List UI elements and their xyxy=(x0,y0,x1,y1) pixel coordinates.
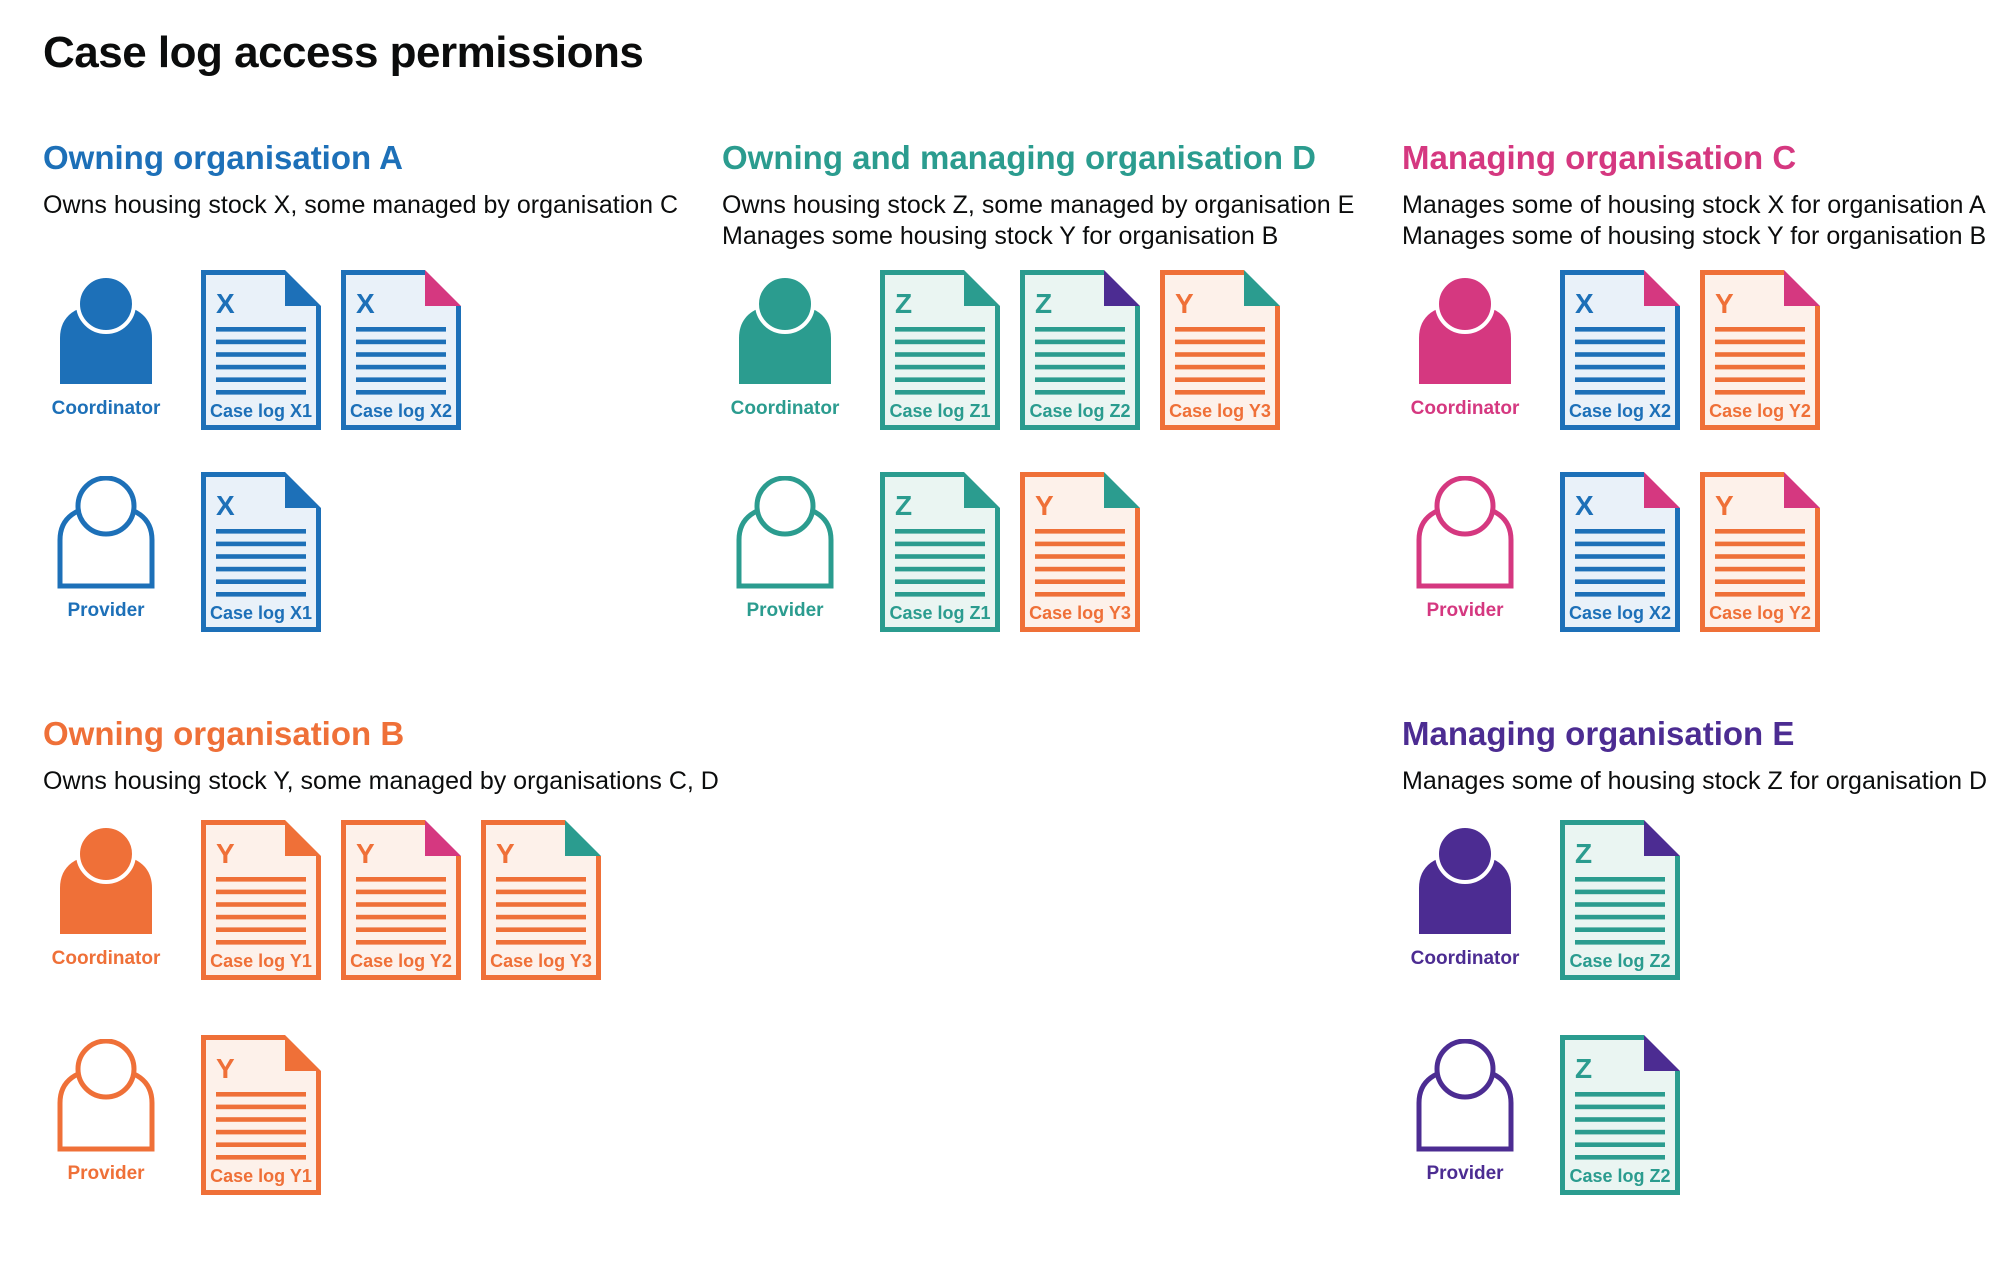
doc-list xyxy=(1560,270,1820,430)
case-log-document xyxy=(1160,270,1280,430)
document-text-line xyxy=(216,567,306,572)
document-fold-icon xyxy=(565,820,601,856)
coordinator-row xyxy=(43,270,461,430)
document-text-line xyxy=(216,377,306,382)
document-stock-letter: Z xyxy=(1575,838,1593,869)
document-stock-letter: X xyxy=(1575,490,1594,521)
provider-person-icon xyxy=(735,476,835,590)
document-text-line xyxy=(1035,567,1125,572)
coordinator-person-icon xyxy=(735,274,835,388)
document-text-line xyxy=(1035,390,1125,395)
document-text-line xyxy=(1575,390,1665,395)
document-fold-icon xyxy=(1644,820,1680,856)
document-label: Case log X1 xyxy=(209,603,313,623)
document-text-line xyxy=(1575,327,1665,332)
document-text-line xyxy=(356,915,446,920)
page-title: Case log access permissions xyxy=(43,28,644,77)
doc-list xyxy=(880,472,1140,632)
document-text-line xyxy=(1035,352,1125,357)
person-block xyxy=(722,472,848,622)
coordinator-person-icon xyxy=(56,274,156,388)
document-text-line xyxy=(1575,915,1665,920)
document-text-line xyxy=(1175,352,1265,357)
document-label: Case log Z1 xyxy=(889,603,991,623)
document-text-line xyxy=(216,877,306,882)
document-text-line xyxy=(895,352,985,357)
person-block xyxy=(1402,820,1528,970)
person-head xyxy=(78,276,134,332)
role-label: Provider xyxy=(1426,1163,1504,1184)
document-label: Case log Y3 xyxy=(1029,603,1131,623)
org-description-line: Owns housing stock Y, some managed by organisations C, D xyxy=(43,767,719,795)
case-log-document xyxy=(481,820,601,980)
document-text-line xyxy=(356,902,446,907)
document-text-line xyxy=(216,902,306,907)
document-text-line xyxy=(216,340,306,345)
document-label: Case log Y1 xyxy=(210,1166,312,1186)
role-label: Provider xyxy=(746,600,824,621)
document-text-line xyxy=(356,877,446,882)
document-text-line xyxy=(1175,327,1265,332)
provider-row xyxy=(43,472,321,632)
person-block xyxy=(722,270,848,420)
document-text-line xyxy=(356,340,446,345)
case-log-document xyxy=(201,270,321,430)
document-text-line xyxy=(1175,340,1265,345)
document-label: Case log Z1 xyxy=(889,401,991,421)
document-text-line xyxy=(1035,340,1125,345)
document-text-line xyxy=(356,940,446,945)
document-fold-icon xyxy=(285,1035,321,1071)
document-label: Case log Y2 xyxy=(1709,401,1811,421)
doc-list xyxy=(201,1035,321,1195)
document-label: Case log X2 xyxy=(349,401,453,421)
case-log-document xyxy=(1700,472,1820,632)
case-log-document xyxy=(1700,270,1820,430)
document-text-line xyxy=(216,592,306,597)
document-text-line xyxy=(356,327,446,332)
document-label: Case log X2 xyxy=(1568,401,1672,421)
role-label: Provider xyxy=(1426,600,1504,621)
org-description-line: Manages some of housing stock Y for organisation B xyxy=(1402,222,1987,250)
coordinator-person-icon xyxy=(1415,274,1515,388)
document-text-line xyxy=(1575,579,1665,584)
person-head xyxy=(757,478,813,534)
coordinator-row xyxy=(43,820,601,980)
document-text-line xyxy=(1575,1130,1665,1135)
provider-row xyxy=(1402,472,1820,632)
document-label: Case log Y3 xyxy=(1169,401,1271,421)
document-text-line xyxy=(1575,529,1665,534)
document-text-line xyxy=(895,579,985,584)
document-text-line xyxy=(1035,542,1125,547)
document-stock-letter: X xyxy=(216,288,235,319)
org-description xyxy=(722,190,1354,252)
document-text-line xyxy=(496,927,586,932)
org-description-line: Manages some of housing stock Z for organisation D xyxy=(1402,767,1988,795)
document-stock-letter: X xyxy=(356,288,375,319)
document-fold-icon xyxy=(1644,1035,1680,1071)
case-log-document xyxy=(341,270,461,430)
case-log-document xyxy=(341,820,461,980)
document-text-line xyxy=(1575,1105,1665,1110)
document-fold-icon xyxy=(1784,472,1820,508)
doc-list xyxy=(880,270,1280,430)
document-text-line xyxy=(356,377,446,382)
person-block xyxy=(43,472,169,622)
document-text-line xyxy=(895,554,985,559)
person-head xyxy=(1437,826,1493,882)
person-block xyxy=(43,820,169,970)
doc-list xyxy=(201,820,601,980)
person-head xyxy=(757,276,813,332)
document-stock-letter: Y xyxy=(1715,288,1734,319)
document-fold-icon xyxy=(425,270,461,306)
role-label: Coordinator xyxy=(1410,948,1520,969)
document-text-line xyxy=(496,915,586,920)
coordinator-person-icon xyxy=(1415,824,1515,938)
case-log-document xyxy=(1020,270,1140,430)
document-fold-icon xyxy=(1104,270,1140,306)
document-text-line xyxy=(1035,592,1125,597)
document-stock-letter: Y xyxy=(216,838,235,869)
case-log-document xyxy=(201,472,321,632)
document-text-line xyxy=(496,902,586,907)
provider-person-icon xyxy=(56,1039,156,1153)
case-log-document xyxy=(201,820,321,980)
document-stock-letter: Z xyxy=(895,288,913,319)
org-heading: Managing organisation E xyxy=(1402,715,1795,752)
document-text-line xyxy=(1715,327,1805,332)
document-fold-icon xyxy=(425,820,461,856)
provider-person-icon xyxy=(1415,1039,1515,1153)
doc-list xyxy=(1560,472,1820,632)
doc-list xyxy=(1560,820,1680,980)
document-text-line xyxy=(496,890,586,895)
document-text-line xyxy=(1575,554,1665,559)
document-text-line xyxy=(1175,390,1265,395)
document-fold-icon xyxy=(285,270,321,306)
case-log-document xyxy=(880,472,1000,632)
org-description xyxy=(43,190,678,221)
document-text-line xyxy=(1035,529,1125,534)
provider-row xyxy=(722,472,1140,632)
org-description-line: Manages some housing stock Y for organisation B xyxy=(722,222,1279,250)
document-text-line xyxy=(1575,927,1665,932)
document-fold-icon xyxy=(1644,472,1680,508)
document-text-line xyxy=(895,377,985,382)
document-text-line xyxy=(216,915,306,920)
document-fold-icon xyxy=(1644,270,1680,306)
document-text-line xyxy=(1035,377,1125,382)
document-stock-letter: Y xyxy=(1035,490,1054,521)
person-block xyxy=(1402,1035,1528,1185)
org-description xyxy=(43,766,719,797)
role-label: Coordinator xyxy=(51,398,161,419)
document-label: Case log Y3 xyxy=(490,951,592,971)
document-fold-icon xyxy=(1104,472,1140,508)
document-text-line xyxy=(216,890,306,895)
org-heading: Owning organisation B xyxy=(43,715,405,752)
document-text-line xyxy=(1715,365,1805,370)
provider-row xyxy=(1402,1035,1680,1195)
case-log-document xyxy=(1020,472,1140,632)
org-heading: Owning and managing organisation D xyxy=(722,139,1317,176)
role-label: Coordinator xyxy=(1410,398,1520,419)
document-text-line xyxy=(1715,542,1805,547)
person-head xyxy=(78,826,134,882)
document-text-line xyxy=(356,927,446,932)
document-text-line xyxy=(216,529,306,534)
document-stock-letter: Y xyxy=(496,838,515,869)
document-fold-icon xyxy=(964,472,1000,508)
role-label: Coordinator xyxy=(730,398,840,419)
person-head xyxy=(1437,276,1493,332)
doc-list xyxy=(201,270,461,430)
case-log-document xyxy=(1560,1035,1680,1195)
document-stock-letter: Y xyxy=(1715,490,1734,521)
document-fold-icon xyxy=(285,820,321,856)
case-log-document xyxy=(1560,820,1680,980)
document-text-line xyxy=(1575,592,1665,597)
document-text-line xyxy=(1575,365,1665,370)
document-text-line xyxy=(496,940,586,945)
doc-list xyxy=(201,472,321,632)
document-text-line xyxy=(216,1142,306,1147)
document-stock-letter: Z xyxy=(1035,288,1053,319)
document-label: Case log Y2 xyxy=(1709,603,1811,623)
document-text-line xyxy=(216,1092,306,1097)
document-text-line xyxy=(1035,554,1125,559)
org-description-line: Manages some of housing stock X for organisation A xyxy=(1402,191,1986,219)
org-description xyxy=(1402,190,1986,252)
document-text-line xyxy=(895,365,985,370)
document-text-line xyxy=(216,327,306,332)
document-label: Case log X1 xyxy=(209,401,313,421)
document-text-line xyxy=(895,567,985,572)
document-text-line xyxy=(216,927,306,932)
document-text-line xyxy=(1175,377,1265,382)
document-text-line xyxy=(1035,579,1125,584)
document-text-line xyxy=(895,340,985,345)
document-text-line xyxy=(1715,554,1805,559)
document-text-line xyxy=(216,1117,306,1122)
org-heading: Owning organisation A xyxy=(43,139,403,176)
document-stock-letter: Z xyxy=(895,490,913,521)
document-text-line xyxy=(1575,902,1665,907)
document-text-line xyxy=(1575,542,1665,547)
document-text-line xyxy=(356,365,446,370)
document-text-line xyxy=(496,877,586,882)
document-text-line xyxy=(216,542,306,547)
case-log-document xyxy=(1560,472,1680,632)
document-fold-icon xyxy=(964,270,1000,306)
document-text-line xyxy=(895,390,985,395)
doc-list xyxy=(1560,1035,1680,1195)
org-description-line: Owns housing stock Z, some managed by organisation E xyxy=(722,191,1355,219)
document-text-line xyxy=(895,529,985,534)
document-stock-letter: Y xyxy=(356,838,375,869)
document-label: Case log Z2 xyxy=(1569,951,1671,971)
document-text-line xyxy=(895,592,985,597)
document-text-line xyxy=(216,390,306,395)
document-stock-letter: Z xyxy=(1575,1053,1593,1084)
document-text-line xyxy=(216,352,306,357)
document-text-line xyxy=(1575,340,1665,345)
document-text-line xyxy=(216,579,306,584)
person-block xyxy=(43,1035,169,1185)
document-text-line xyxy=(1715,352,1805,357)
document-text-line xyxy=(1575,1092,1665,1097)
person-head xyxy=(1437,478,1493,534)
role-label: Provider xyxy=(67,600,145,621)
document-stock-letter: Y xyxy=(216,1053,235,1084)
person-head xyxy=(78,1041,134,1097)
document-text-line xyxy=(1575,890,1665,895)
document-text-line xyxy=(356,890,446,895)
document-text-line xyxy=(1715,390,1805,395)
document-text-line xyxy=(1035,365,1125,370)
provider-row xyxy=(43,1035,321,1195)
person-block xyxy=(1402,472,1528,622)
document-text-line xyxy=(216,365,306,370)
document-text-line xyxy=(1575,567,1665,572)
person-block xyxy=(1402,270,1528,420)
document-text-line xyxy=(1175,365,1265,370)
person-head xyxy=(1437,1041,1493,1097)
document-label: Case log X2 xyxy=(1568,603,1672,623)
document-text-line xyxy=(1575,877,1665,882)
document-fold-icon xyxy=(1244,270,1280,306)
document-text-line xyxy=(356,352,446,357)
document-text-line xyxy=(1575,1142,1665,1147)
document-stock-letter: Y xyxy=(1175,288,1194,319)
document-text-line xyxy=(216,940,306,945)
person-head xyxy=(78,478,134,534)
case-log-document xyxy=(1560,270,1680,430)
document-stock-letter: X xyxy=(216,490,235,521)
document-fold-icon xyxy=(285,472,321,508)
document-text-line xyxy=(1715,567,1805,572)
provider-person-icon xyxy=(1415,476,1515,590)
document-text-line xyxy=(1715,340,1805,345)
document-text-line xyxy=(1575,1155,1665,1160)
person-block xyxy=(43,270,169,420)
document-text-line xyxy=(1715,579,1805,584)
provider-person-icon xyxy=(56,476,156,590)
document-text-line xyxy=(895,327,985,332)
document-text-line xyxy=(1575,377,1665,382)
document-fold-icon xyxy=(1784,270,1820,306)
document-stock-letter: X xyxy=(1575,288,1594,319)
document-text-line xyxy=(1715,529,1805,534)
document-text-line xyxy=(1575,940,1665,945)
case-log-document xyxy=(201,1035,321,1195)
document-text-line xyxy=(895,542,985,547)
document-text-line xyxy=(216,1130,306,1135)
document-label: Case log Y2 xyxy=(350,951,452,971)
document-text-line xyxy=(1575,1117,1665,1122)
document-text-line xyxy=(1715,592,1805,597)
coordinator-row xyxy=(1402,270,1820,430)
coordinator-row xyxy=(1402,820,1680,980)
document-text-line xyxy=(1035,327,1125,332)
document-text-line xyxy=(1575,352,1665,357)
org-description-line: Owns housing stock X, some managed by organisation C xyxy=(43,191,679,219)
role-label: Provider xyxy=(67,1163,145,1184)
document-text-line xyxy=(356,390,446,395)
document-text-line xyxy=(216,1155,306,1160)
org-description xyxy=(1402,766,1987,797)
document-text-line xyxy=(216,1105,306,1110)
case-log-document xyxy=(880,270,1000,430)
document-text-line xyxy=(216,554,306,559)
document-text-line xyxy=(1715,377,1805,382)
document-label: Case log Z2 xyxy=(1569,1166,1671,1186)
org-heading: Managing organisation C xyxy=(1402,139,1797,176)
coordinator-row xyxy=(722,270,1280,430)
document-label: Case log Z2 xyxy=(1029,401,1131,421)
role-label: Coordinator xyxy=(51,948,161,969)
document-label: Case log Y1 xyxy=(210,951,312,971)
coordinator-person-icon xyxy=(56,824,156,938)
